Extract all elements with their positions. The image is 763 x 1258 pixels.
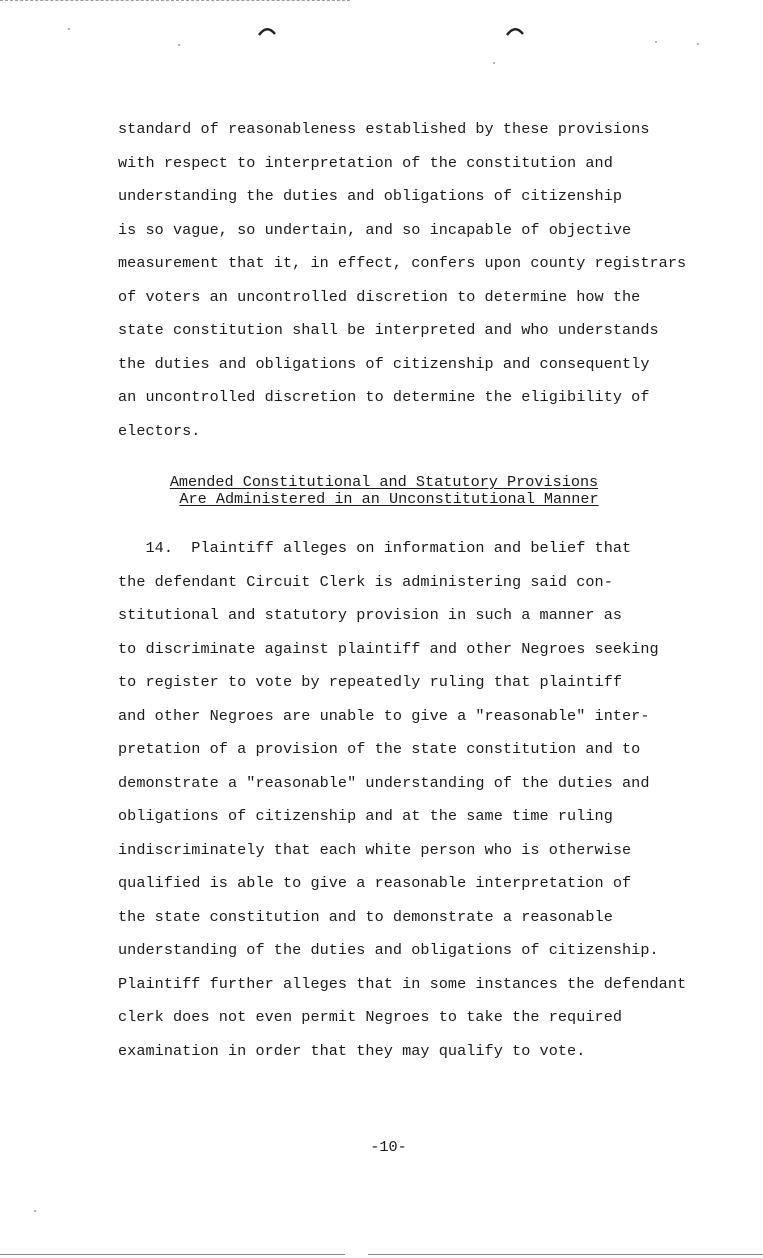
- text-line: clerk does not even permit Negroes to take the required: [118, 1008, 623, 1026]
- text-line: understanding the duties and obligations of citizenship: [118, 187, 623, 205]
- text-line: understanding of the duties and obligations of citizenship.: [118, 941, 659, 959]
- text-line: to register to vote by repeatedly ruling that plaintiff: [118, 673, 623, 691]
- binder-punch-mark-left: [258, 26, 276, 36]
- paragraph-standard-of-reasonableness: [118, 113, 686, 448]
- text-line: of voters an uncontrolled discretion to determine how the: [118, 287, 641, 306]
- text-line: the state constitution and to demonstrate a reasonable: [118, 907, 613, 926]
- text-line: to discriminate against plaintiff and other Negroes seeking: [118, 639, 659, 658]
- page-number: -10-: [370, 1138, 407, 1156]
- top-edge-dashed-line: [0, 0, 350, 1]
- scan-speck: [178, 44, 180, 46]
- text-line: Plaintiff further alleges that in some instances the defendant: [118, 974, 687, 993]
- section-heading: [0, 474, 763, 508]
- text-line: examination in order that they may qualify to vote.: [118, 1041, 586, 1060]
- scan-speck: [493, 62, 495, 64]
- scan-speck: [34, 1210, 36, 1212]
- text-line: an uncontrolled discretion to determine the eligibility of: [118, 388, 650, 406]
- text-line: measurement that it, in effect, confers upon county registrars: [118, 254, 687, 272]
- text-line: the duties and obligations of citizenship and consequently: [118, 354, 650, 373]
- section-heading-line-2: Are Administered in an Unconstitutional Manner: [179, 490, 599, 508]
- scan-speck: [68, 28, 70, 30]
- section-heading-line-1: Amended Constitutional and Statutory Provisions: [169, 473, 599, 491]
- scan-speck: [655, 41, 657, 43]
- scan-speck: [697, 43, 699, 45]
- text-line: is so vague, so undertain, and so incapable of objective: [118, 220, 632, 239]
- text-line: standard of reasonableness established by these provisions: [118, 120, 650, 138]
- text-line: and other Negroes are unable to give a "reasonable" inter-: [118, 706, 650, 725]
- text-line: 14. Plaintiff alleges on information and belief that: [118, 539, 632, 557]
- text-line: obligations of citizenship and at the same time ruling: [118, 807, 613, 825]
- text-line: state constitution shall be interpreted and who understands: [118, 321, 659, 339]
- text-line: demonstrate a "reasonable" understanding of the duties and: [118, 773, 650, 792]
- text-line: stitutional and statutory provision in such a manner as: [118, 606, 623, 624]
- text-line: indiscriminately that each white person who is otherwise: [118, 840, 632, 859]
- text-line: the defendant Circuit Clerk is administering said con-: [118, 572, 613, 591]
- text-line: qualified is able to give a reasonable interpretation of: [118, 874, 632, 892]
- text-line: with respect to interpretation of the constitution and: [118, 153, 613, 172]
- text-line: pretation of a provision of the state constitution and to: [118, 740, 641, 758]
- text-line: electors.: [118, 421, 201, 440]
- paragraph-14-allegations: [118, 532, 686, 1068]
- binder-punch-mark-right: [506, 26, 524, 36]
- bottom-edge-rule-left: [0, 1254, 345, 1255]
- bottom-edge-rule-right: [368, 1254, 763, 1255]
